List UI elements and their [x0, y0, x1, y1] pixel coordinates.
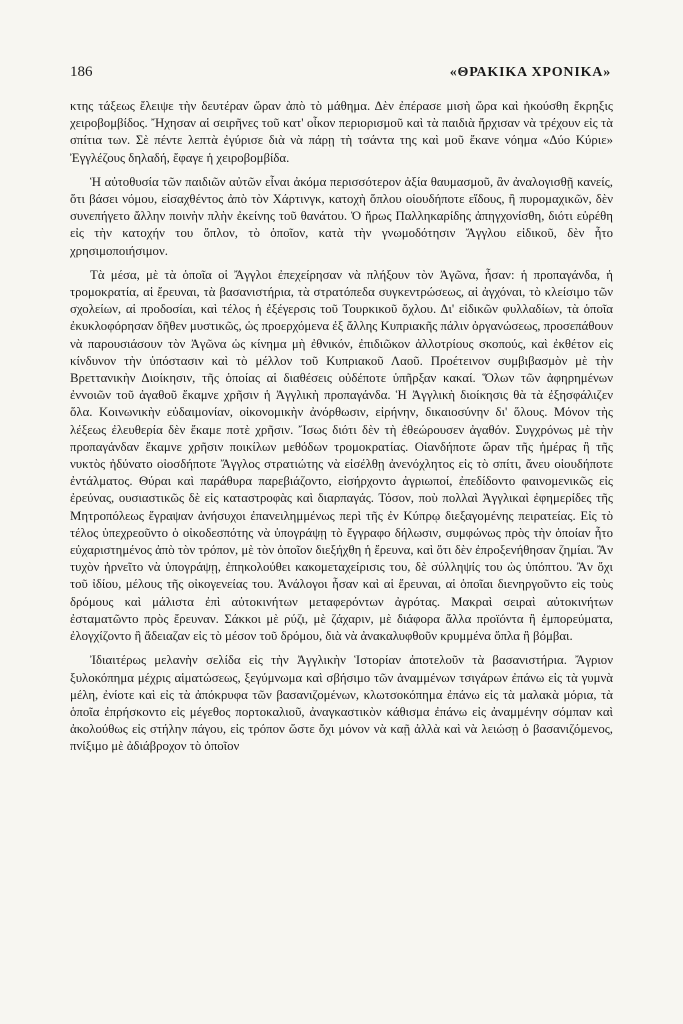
running-title: «ΘΡΑΚΙΚΑ ΧΡΟΝΙΚΑ»: [449, 65, 611, 80]
paragraph: κτης τάξεως ἔλειψε τὴν δευτέραν ὥραν ἀπὸ τὸ μάθημα. Δὲν ἐπέρασε μισὴ ὥρα καὶ ἠκούσθη ἔκρηξις χειροβομβίδος. Ἤχησαν αἱ σειρῆνες τοῦ κατ' οἶκον περιορισμοῦ καὶ τὰ παιδιὰ ἤρχισαν νὰ τρέχουν εἰς τὰ σπίτια των. Σὲ πέντε λεπτὰ ἐγύρισε διὰ νὰ πάρῃ τὴ τσάντα της καὶ μοῦ ἔκανε νόημα «Δύο Κύριε» Ἐγγλέζους δηλαδή, ἔφαγε ἡ χειροβομβίδα.: [70, 99, 613, 165]
paragraph: Ἡ αὐτοθυσία τῶν παιδιῶν αὐτῶν εἶναι ἀκόμα περισσότερον ἀξία θαυμασμοῦ, ἂν ἀναλογισθῇ κανείς, ὅτι βάσει νόμου, εἰσαχθέντος ἀπὸ τὸν Χάρτινγκ, κατοχὴ ὅπλου οἱουδήποτε εἴδους, ἢ πυρομαχικῶν, δὲν συνεπήγετο ἄλλην ποινὴν πλὴν ἐκείνης τοῦ θανάτου. Ὁ ἥρως Παλληκαρίδης ἀπηγχονίσθη, διότι εὑρέθη εἰς τὴν κατοχήν του ὅπλον, τὸ ὁποῖον, κατὰ τὴν γνωμοδότησιν Ἄγγλου εἰδικοῦ, δὲν ἦτο χρησιμοποιήσιμον.: [70, 174, 613, 258]
paragraph: Ἰδιαιτέρως μελανὴν σελίδα εἰς τὴν Ἀγγλικὴν Ἱστορίαν ἀποτελοῦν τὰ βασανιστήρια. Ἄγριον ξυλοκόπημα μέχρις αἱματώσεως, ξεγύμνωμα καὶ σβήσιμο τῶν ἀναμμένων τσιγάρων ἐπάνω εἰς τὰ γυμνὰ μέλη, ἐνίοτε καὶ εἰς τὰ ἀπόκρυφα τῶν βασανιζομένων, κλωτσοκόπημα ἐπάνω εἰς τὰ μαλακὰ μόρια, τὰ ὁποῖα ἐπρήσκοντο εἰς μέγεθος πορτοκαλιοῦ, ἀναγκαστικὸν κάθισμα ἐπάνω εἰς ἀναμμένην σόμπαν καὶ ἀκολούθως εἰς στήλην πάγου, εἰς τρόπον ὥστε ὄχι μόνον νὰ καῇ ἀλλὰ καὶ νὰ λειώσῃ ὁ βασανιζόμενος, πνίξιμο μὲ ἀδιάβροχον τὸ ὁποῖον: [70, 653, 613, 754]
paragraph: Τὰ μέσα, μὲ τὰ ὁποῖα οἱ Ἄγγλοι ἐπεχείρησαν νὰ πλήξουν τὸν Ἀγῶνα, ἦσαν: ἡ προπαγάνδα, ἡ τρομοκρατία, αἱ ἔρευναι, τὰ βασανιστήρια, τὰ στρατόπεδα συγκεντρώσεως, αἱ ἀγχόναι, τὸ κλείσιμο τῶν σχολείων, αἱ προδοσίαι, καὶ τέλος ἡ ἐξέγερσις τοῦ Τουρκικοῦ ὄχλου. Δι' εἰδικῶν φυλλαδίων, τὰ ὁποῖα ἐκυκλοφόρησαν δῆθεν μυστικῶς, ὡς προερχόμενα ἐξ ἄλλης Κυπριακῆς πάλιν ὀργανώσεως, προσεπάθουν νὰ παρουσιάσουν τὸν Ἀγῶνα ὡς κίνημα μὴ ἐθνικόν, ἐπιδιῶκον ἀλλοτρίους σκοπούς, καὶ ἐκθέτον εἰς κίνδυνον τὴν ὑπόστασιν καὶ τὸ μέλλον τοῦ Κυπριακοῦ Λαοῦ. Προέτεινον συμβιβασμὸν μὲ τὴν Βρεττανικὴν Διοίκησιν, τῆς ὁποίας αἱ διαθέσεις οὐδέποτε ὑπῆρξαν κακαί. Ὅλων τῶν ἀφηρημένων ἐννοιῶν τοῦ ἀγαθοῦ ἔκαμνε χρῆσιν ἡ Ἀγγλικὴ προπαγάνδα. Ἡ Ἀγγλικὴ διοίκησις θὰ τὰ ἐξησφάλιζεν ὅλα. Κοινωνικὴν εὐδαιμονίαν, οἰκονομικὴν ἀνόρθωσιν, εἰρήνην, δικαιοσύνην δι' ὅλους. Μόνον τὴς λέξεως ἐλευθερία δὲν ἔκαμε ποτὲ χρῆσιν. Ἴσως διότι δὲν τὴ ἐθεώρουσεν ἀγαθόν. Συγχρόνως μὲ τὴν προπαγάνδαν ἔκαμνε χρῆσιν ποικίλων μεθόδων τρομοκρατίας. Οἱανδήποτε ὥραν τῆς ἡμέρας ἢ τῆς νυκτὸς ἠδύνατο οἱοσδήποτε Ἄγγλος στρατιώτης νὰ εἰσέλθῃ ἀνενόχλητος εἰς τὸ σπίτι, ἄνευ οἱουδήποτε ἐντάλματος. Θύραι καὶ παράθυρα παρεβιάζοντο, εἰσήρχοντο ἀγριωποί, ἐπεδίδοντο φαινομενικῶς εἰς ἐρεύνας, ουσιαστικῶς δὲ εἰς καταστροφὰς καὶ διαρπαγάς. Τόσον, ποὺ πολλαὶ Ἀγγλικαὶ ἐφημερίδες τῆς Μητροπόλεως ἔγραψαν ἀνήσυχοι ἐπανειλημμένως περὶ τῆς ἐν Κύπρῳ διεξαγομένης πειρατείας. Εἰς τὸ τέλος ὑπεχρεοῦντο ὁ οἰκοδεσπότης νὰ ὑπογράψῃ τὸ ἔγγραφο δήλωσιν, συμφώνως πρὸς τὴν ὁποίαν ἦτο εὐχαριστημένος ἀπὸ τὸν τρόπον, μὲ τὸν ὁποῖον διεξήχθη ἡ ἔρευνα, καὶ ὅτι δὲν ἐπροξενήθησαν ζημίαι. Ἂν τυχὸν ἠρνεῖτο νὰ ὑπογράψῃ, ἐπηκολούθει κακομεταχείρισις του, δὲ σύλληψίς του ὡς ὑπόπτου. Ἂν ὄχι τοῦ ἰδίου, μέλους τῆς οἰκογενείας του. Ἀνάλογοι ἦσαν καὶ αἱ ἔρευναι, αἱ ὁποῖαι διενηργοῦντο εἰς τοὺς δρόμους καὶ μάλιστα ἐπὶ αὐτοκινήτων μεταφερόντων ἀγρότας. Μακραὶ σειραὶ αὐτοκινήτων ἐσταματῶντο πρὸς ἔρευναν. Σάκκοι μὲ ρύζι, μὲ ζάχαριν, μὲ διάφορα ἄλλα προϊόντα ἢ ἐμπορεύματα, ἐλογχίζοντο ἢ ἄδειαζαν εἰς τὸ μέσον τοῦ δρόμου, διὰ νὰ ἀνακαλυφθοῦν κρυμμένα ὅπλα ἢ βόμβαι.: [70, 267, 614, 644]
page-number: 186: [70, 64, 93, 80]
page-header: [70, 64, 611, 81]
body-text: [70, 98, 613, 763]
